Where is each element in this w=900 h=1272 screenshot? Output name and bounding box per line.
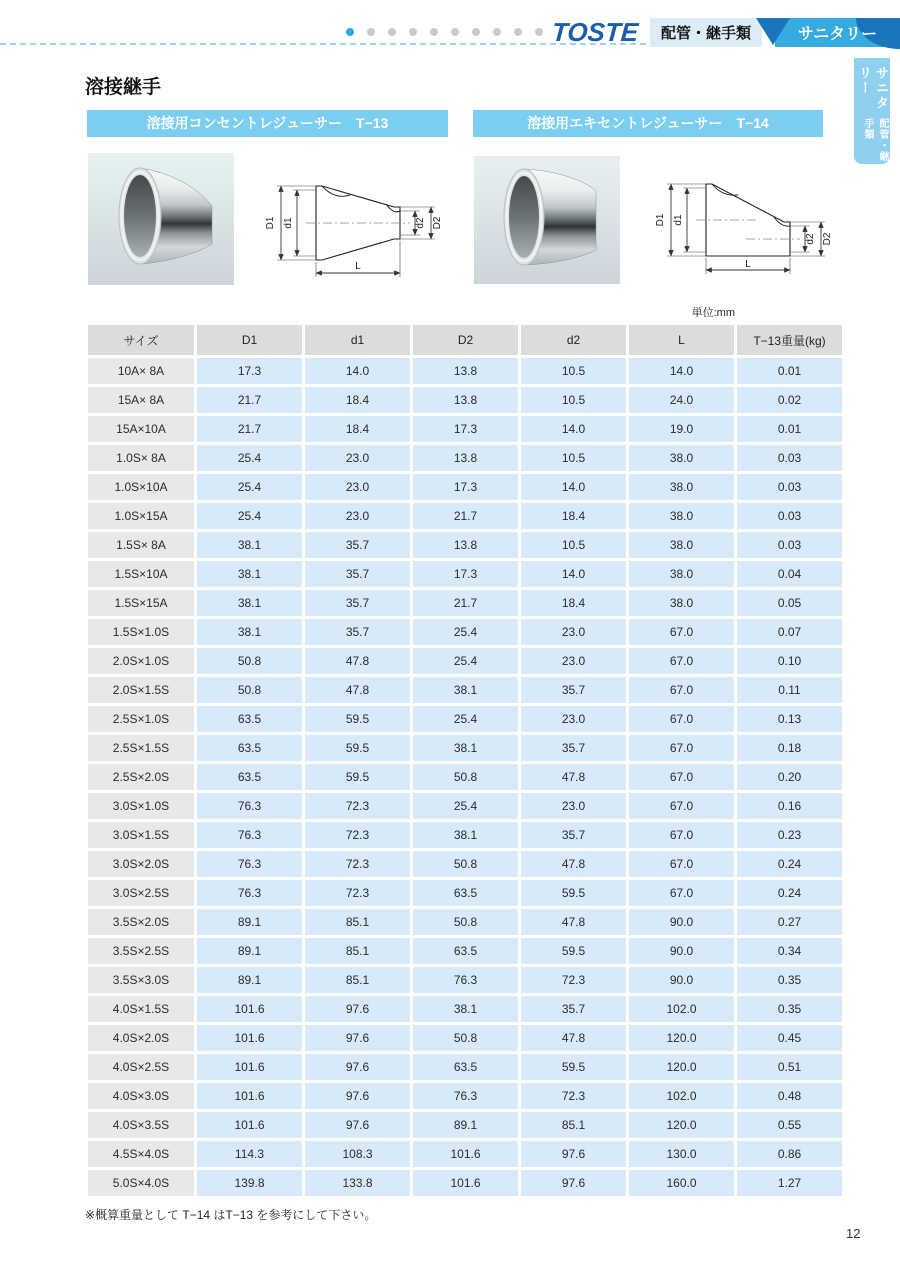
table-row <box>88 967 842 993</box>
pager-dot <box>451 28 459 36</box>
value-cell: 13.8 <box>413 532 518 558</box>
value-cell: 97.6 <box>305 1112 410 1138</box>
value-cell: 59.5 <box>521 880 626 906</box>
value-cell: 18.4 <box>305 416 410 442</box>
value-cell: 35.7 <box>305 532 410 558</box>
size-cell: 2.0S×1.5S <box>88 677 194 703</box>
value-cell: 0.13 <box>737 706 842 732</box>
value-cell: 90.0 <box>629 938 734 964</box>
value-cell: 72.3 <box>305 822 410 848</box>
value-cell: 35.7 <box>521 677 626 703</box>
value-cell: 67.0 <box>629 648 734 674</box>
value-cell: 59.5 <box>305 764 410 790</box>
value-cell: 0.01 <box>737 358 842 384</box>
value-cell: 35.7 <box>521 822 626 848</box>
value-cell: 97.6 <box>305 1083 410 1109</box>
value-cell: 0.24 <box>737 880 842 906</box>
value-cell: 10.5 <box>521 387 626 413</box>
value-cell: 67.0 <box>629 793 734 819</box>
value-cell: 23.0 <box>305 445 410 471</box>
value-cell: 130.0 <box>629 1141 734 1167</box>
table-row <box>88 1054 842 1080</box>
value-cell: 38.1 <box>197 590 302 616</box>
pager-dot <box>514 28 522 36</box>
value-cell: 0.18 <box>737 735 842 761</box>
size-cell: 4.5S×4.0S <box>88 1141 194 1167</box>
size-cell: 1.5S×1.0S <box>88 619 194 645</box>
value-cell: 85.1 <box>305 938 410 964</box>
value-cell: 76.3 <box>413 1083 518 1109</box>
value-cell: 38.0 <box>629 532 734 558</box>
size-cell: 15A×10A <box>88 416 194 442</box>
size-cell: 4.0S×1.5S <box>88 996 194 1022</box>
value-cell: 101.6 <box>197 996 302 1022</box>
size-cell: 1.5S× 8A <box>88 532 194 558</box>
value-cell: 63.5 <box>413 1054 518 1080</box>
dim-label-D1: D1 <box>265 216 276 230</box>
concentric-reducer-photo <box>88 153 234 285</box>
value-cell: 0.20 <box>737 764 842 790</box>
value-cell: 50.8 <box>413 851 518 877</box>
value-cell: 23.0 <box>521 619 626 645</box>
size-cell: 15A× 8A <box>88 387 194 413</box>
value-cell: 59.5 <box>521 1054 626 1080</box>
value-cell: 38.1 <box>197 532 302 558</box>
value-cell: 23.0 <box>521 706 626 732</box>
value-cell: 17.3 <box>413 561 518 587</box>
value-cell: 63.5 <box>413 938 518 964</box>
header-category-label: 配管・継手類 <box>660 25 751 42</box>
table-row <box>88 1141 842 1167</box>
header-category-tab <box>650 18 762 47</box>
value-cell: 101.6 <box>197 1112 302 1138</box>
table-row <box>88 474 842 500</box>
size-cell: 1.5S×15A <box>88 590 194 616</box>
value-cell: 35.7 <box>305 561 410 587</box>
size-cell: 1.0S×10A <box>88 474 194 500</box>
value-cell: 67.0 <box>629 706 734 732</box>
value-cell: 72.3 <box>521 967 626 993</box>
value-cell: 0.23 <box>737 822 842 848</box>
size-cell: 3.0S×1.0S <box>88 793 194 819</box>
value-cell: 50.8 <box>413 909 518 935</box>
value-cell: 35.7 <box>521 996 626 1022</box>
table-row <box>88 938 842 964</box>
value-cell: 25.4 <box>413 793 518 819</box>
side-tab-label-secondary: 配管・継手類 <box>862 118 888 163</box>
value-cell: 67.0 <box>629 822 734 848</box>
value-cell: 0.01 <box>737 416 842 442</box>
value-cell: 63.5 <box>413 880 518 906</box>
value-cell: 67.0 <box>629 851 734 877</box>
value-cell: 114.3 <box>197 1141 302 1167</box>
column-header: d1 <box>305 325 410 355</box>
value-cell: 35.7 <box>305 619 410 645</box>
pager-dot <box>472 28 480 36</box>
value-cell: 23.0 <box>521 793 626 819</box>
value-cell: 23.0 <box>305 503 410 529</box>
value-cell: 72.3 <box>521 1083 626 1109</box>
value-cell: 38.1 <box>197 561 302 587</box>
value-cell: 0.10 <box>737 648 842 674</box>
size-cell: 3.5S×3.0S <box>88 967 194 993</box>
value-cell: 38.0 <box>629 445 734 471</box>
value-cell: 59.5 <box>305 735 410 761</box>
value-cell: 17.3 <box>413 416 518 442</box>
value-cell: 13.8 <box>413 445 518 471</box>
size-cell: 3.0S×1.5S <box>88 822 194 848</box>
value-cell: 14.0 <box>305 358 410 384</box>
table-row <box>88 1025 842 1051</box>
value-cell: 0.03 <box>737 532 842 558</box>
value-cell: 101.6 <box>413 1170 518 1196</box>
value-cell: 97.6 <box>305 996 410 1022</box>
column-header: d2 <box>521 325 626 355</box>
value-cell: 25.4 <box>197 503 302 529</box>
value-cell: 76.3 <box>197 822 302 848</box>
value-cell: 0.04 <box>737 561 842 587</box>
value-cell: 38.0 <box>629 503 734 529</box>
dim-label-D2: D2 <box>822 232 833 246</box>
table-row <box>88 503 842 529</box>
value-cell: 0.03 <box>737 503 842 529</box>
size-cell: 2.5S×1.0S <box>88 706 194 732</box>
value-cell: 14.0 <box>521 416 626 442</box>
value-cell: 102.0 <box>629 996 734 1022</box>
pager-dot <box>367 28 375 36</box>
value-cell: 25.4 <box>413 648 518 674</box>
value-cell: 25.4 <box>197 445 302 471</box>
value-cell: 76.3 <box>197 880 302 906</box>
value-cell: 67.0 <box>629 735 734 761</box>
value-cell: 67.0 <box>629 619 734 645</box>
value-cell: 17.3 <box>413 474 518 500</box>
value-cell: 72.3 <box>305 880 410 906</box>
value-cell: 13.8 <box>413 387 518 413</box>
dim-label-d2: d2 <box>415 217 426 229</box>
value-cell: 0.24 <box>737 851 842 877</box>
value-cell: 14.0 <box>521 474 626 500</box>
pager-dot <box>430 28 438 36</box>
side-tab-sanitary <box>854 58 890 164</box>
dim-label-d2: d2 <box>805 233 816 245</box>
footnote: ※概算重量として T−14 はT−13 を参考にして下さい。 <box>85 1208 377 1222</box>
column-header: D2 <box>413 325 518 355</box>
value-cell: 38.1 <box>413 996 518 1022</box>
value-cell: 21.7 <box>413 590 518 616</box>
table-row <box>88 387 842 413</box>
value-cell: 25.4 <box>413 619 518 645</box>
eccentric-reducer-diagram <box>648 166 848 281</box>
value-cell: 97.6 <box>521 1170 626 1196</box>
value-cell: 139.8 <box>197 1170 302 1196</box>
value-cell: 0.35 <box>737 996 842 1022</box>
size-cell: 3.0S×2.0S <box>88 851 194 877</box>
pager-dot <box>388 28 396 36</box>
page-number: 12 <box>846 1226 861 1241</box>
value-cell: 14.0 <box>629 358 734 384</box>
page-title: 溶接継手 <box>85 77 162 98</box>
heading-eccentric-reducer: 溶接用エキセントレジューサー T−14 <box>473 110 823 137</box>
value-cell: 102.0 <box>629 1083 734 1109</box>
value-cell: 18.4 <box>305 387 410 413</box>
value-cell: 0.48 <box>737 1083 842 1109</box>
value-cell: 38.1 <box>413 677 518 703</box>
table-row <box>88 909 842 935</box>
table-row <box>88 996 842 1022</box>
value-cell: 76.3 <box>197 793 302 819</box>
table-row <box>88 445 842 471</box>
value-cell: 0.86 <box>737 1141 842 1167</box>
value-cell: 23.0 <box>521 648 626 674</box>
value-cell: 101.6 <box>197 1025 302 1051</box>
value-cell: 10.5 <box>521 532 626 558</box>
value-cell: 10.5 <box>521 358 626 384</box>
column-header: L <box>629 325 734 355</box>
value-cell: 85.1 <box>521 1112 626 1138</box>
side-tab-label-primary: サニタリー <box>857 66 889 111</box>
value-cell: 47.8 <box>521 764 626 790</box>
table-row <box>88 822 842 848</box>
value-cell: 47.8 <box>521 851 626 877</box>
value-cell: 0.02 <box>737 387 842 413</box>
value-cell: 108.3 <box>305 1141 410 1167</box>
size-cell: 5.0S×4.0S <box>88 1170 194 1196</box>
table-row <box>88 735 842 761</box>
value-cell: 0.51 <box>737 1054 842 1080</box>
value-cell: 89.1 <box>413 1112 518 1138</box>
pager-dot <box>535 28 543 36</box>
dim-label-L: L <box>355 261 361 272</box>
size-cell: 4.0S×3.5S <box>88 1112 194 1138</box>
value-cell: 24.0 <box>629 387 734 413</box>
value-cell: 101.6 <box>197 1083 302 1109</box>
size-cell: 10A× 8A <box>88 358 194 384</box>
size-cell: 1.0S× 8A <box>88 445 194 471</box>
table-row <box>88 619 842 645</box>
value-cell: 50.8 <box>197 677 302 703</box>
value-cell: 89.1 <box>197 967 302 993</box>
value-cell: 101.6 <box>413 1141 518 1167</box>
value-cell: 89.1 <box>197 909 302 935</box>
table-row <box>88 416 842 442</box>
value-cell: 0.34 <box>737 938 842 964</box>
header-section-tab <box>775 18 900 47</box>
value-cell: 76.3 <box>197 851 302 877</box>
table-row <box>88 677 842 703</box>
value-cell: 21.7 <box>197 387 302 413</box>
spec-table <box>85 322 845 1199</box>
value-cell: 50.8 <box>197 648 302 674</box>
table-row <box>88 1112 842 1138</box>
value-cell: 97.6 <box>521 1141 626 1167</box>
value-cell: 97.6 <box>305 1025 410 1051</box>
table-row <box>88 793 842 819</box>
value-cell: 23.0 <box>305 474 410 500</box>
value-cell: 67.0 <box>629 764 734 790</box>
value-cell: 0.03 <box>737 445 842 471</box>
value-cell: 19.0 <box>629 416 734 442</box>
value-cell: 120.0 <box>629 1054 734 1080</box>
value-cell: 85.1 <box>305 967 410 993</box>
value-cell: 47.8 <box>305 677 410 703</box>
table-row <box>88 706 842 732</box>
value-cell: 50.8 <box>413 764 518 790</box>
table-row <box>88 1170 842 1196</box>
value-cell: 38.1 <box>413 822 518 848</box>
dim-label-d1: d1 <box>673 214 684 226</box>
value-cell: 101.6 <box>197 1054 302 1080</box>
dim-label-D1: D1 <box>655 213 666 227</box>
value-cell: 59.5 <box>305 706 410 732</box>
pager-dot-active <box>346 28 354 36</box>
value-cell: 38.0 <box>629 561 734 587</box>
spec-table-body <box>88 358 842 1196</box>
value-cell: 160.0 <box>629 1170 734 1196</box>
table-row <box>88 851 842 877</box>
value-cell: 47.8 <box>521 1025 626 1051</box>
value-cell: 63.5 <box>197 735 302 761</box>
size-cell: 2.5S×1.5S <box>88 735 194 761</box>
value-cell: 25.4 <box>413 706 518 732</box>
heading-concentric-reducer: 溶接用コンセントレジューサー T−13 <box>87 110 448 137</box>
eccentric-reducer-photo <box>474 156 620 284</box>
size-cell: 3.0S×2.5S <box>88 880 194 906</box>
value-cell: 63.5 <box>197 706 302 732</box>
size-cell: 3.5S×2.5S <box>88 938 194 964</box>
table-row <box>88 532 842 558</box>
value-cell: 38.0 <box>629 474 734 500</box>
spec-table-header-row <box>88 325 842 355</box>
value-cell: 67.0 <box>629 677 734 703</box>
value-cell: 38.1 <box>197 619 302 645</box>
value-cell: 120.0 <box>629 1025 734 1051</box>
dim-label-d1: d1 <box>283 217 294 229</box>
table-row <box>88 590 842 616</box>
header-section-label: サニタリー <box>797 26 878 43</box>
table-row <box>88 561 842 587</box>
table-row <box>88 764 842 790</box>
value-cell: 90.0 <box>629 909 734 935</box>
value-cell: 35.7 <box>521 735 626 761</box>
value-cell: 0.03 <box>737 474 842 500</box>
size-cell: 4.0S×2.0S <box>88 1025 194 1051</box>
size-cell: 4.0S×2.5S <box>88 1054 194 1080</box>
value-cell: 67.0 <box>629 880 734 906</box>
value-cell: 85.1 <box>305 909 410 935</box>
table-row <box>88 1083 842 1109</box>
table-row <box>88 880 842 906</box>
value-cell: 18.4 <box>521 503 626 529</box>
table-row <box>88 648 842 674</box>
dim-label-D2: D2 <box>432 216 443 230</box>
value-cell: 0.35 <box>737 967 842 993</box>
value-cell: 18.4 <box>521 590 626 616</box>
size-cell: 1.0S×15A <box>88 503 194 529</box>
value-cell: 13.8 <box>413 358 518 384</box>
value-cell: 50.8 <box>413 1025 518 1051</box>
size-cell: 4.0S×3.0S <box>88 1083 194 1109</box>
value-cell: 89.1 <box>197 938 302 964</box>
value-cell: 0.07 <box>737 619 842 645</box>
value-cell: 0.16 <box>737 793 842 819</box>
value-cell: 17.3 <box>197 358 302 384</box>
pager-dot <box>493 28 501 36</box>
size-cell: 3.5S×2.0S <box>88 909 194 935</box>
value-cell: 72.3 <box>305 851 410 877</box>
value-cell: 63.5 <box>197 764 302 790</box>
value-cell: 38.0 <box>629 590 734 616</box>
value-cell: 21.7 <box>197 416 302 442</box>
size-cell: 2.5S×2.0S <box>88 764 194 790</box>
column-header: サイズ <box>88 325 194 355</box>
value-cell: 72.3 <box>305 793 410 819</box>
value-cell: 0.05 <box>737 590 842 616</box>
value-cell: 90.0 <box>629 967 734 993</box>
notch-triangle-icon <box>756 18 790 47</box>
value-cell: 1.27 <box>737 1170 842 1196</box>
toste-logo: TOSTE <box>550 17 640 47</box>
column-header: T−13重量(kg) <box>737 325 842 355</box>
size-cell: 2.0S×1.0S <box>88 648 194 674</box>
size-cell: 1.5S×10A <box>88 561 194 587</box>
value-cell: 21.7 <box>413 503 518 529</box>
value-cell: 120.0 <box>629 1112 734 1138</box>
unit-label: 単位:mm <box>691 307 735 319</box>
column-header: D1 <box>197 325 302 355</box>
value-cell: 38.1 <box>413 735 518 761</box>
value-cell: 0.27 <box>737 909 842 935</box>
value-cell: 76.3 <box>413 967 518 993</box>
value-cell: 47.8 <box>521 909 626 935</box>
value-cell: 0.11 <box>737 677 842 703</box>
dim-label-L: L <box>745 259 751 270</box>
value-cell: 59.5 <box>521 938 626 964</box>
concentric-reducer-diagram <box>258 166 448 281</box>
value-cell: 133.8 <box>305 1170 410 1196</box>
value-cell: 97.6 <box>305 1054 410 1080</box>
table-row <box>88 358 842 384</box>
value-cell: 10.5 <box>521 445 626 471</box>
value-cell: 35.7 <box>305 590 410 616</box>
value-cell: 14.0 <box>521 561 626 587</box>
value-cell: 47.8 <box>305 648 410 674</box>
value-cell: 25.4 <box>197 474 302 500</box>
value-cell: 0.45 <box>737 1025 842 1051</box>
pager-dot <box>409 28 417 36</box>
value-cell: 0.55 <box>737 1112 842 1138</box>
pager-dots <box>346 28 543 36</box>
